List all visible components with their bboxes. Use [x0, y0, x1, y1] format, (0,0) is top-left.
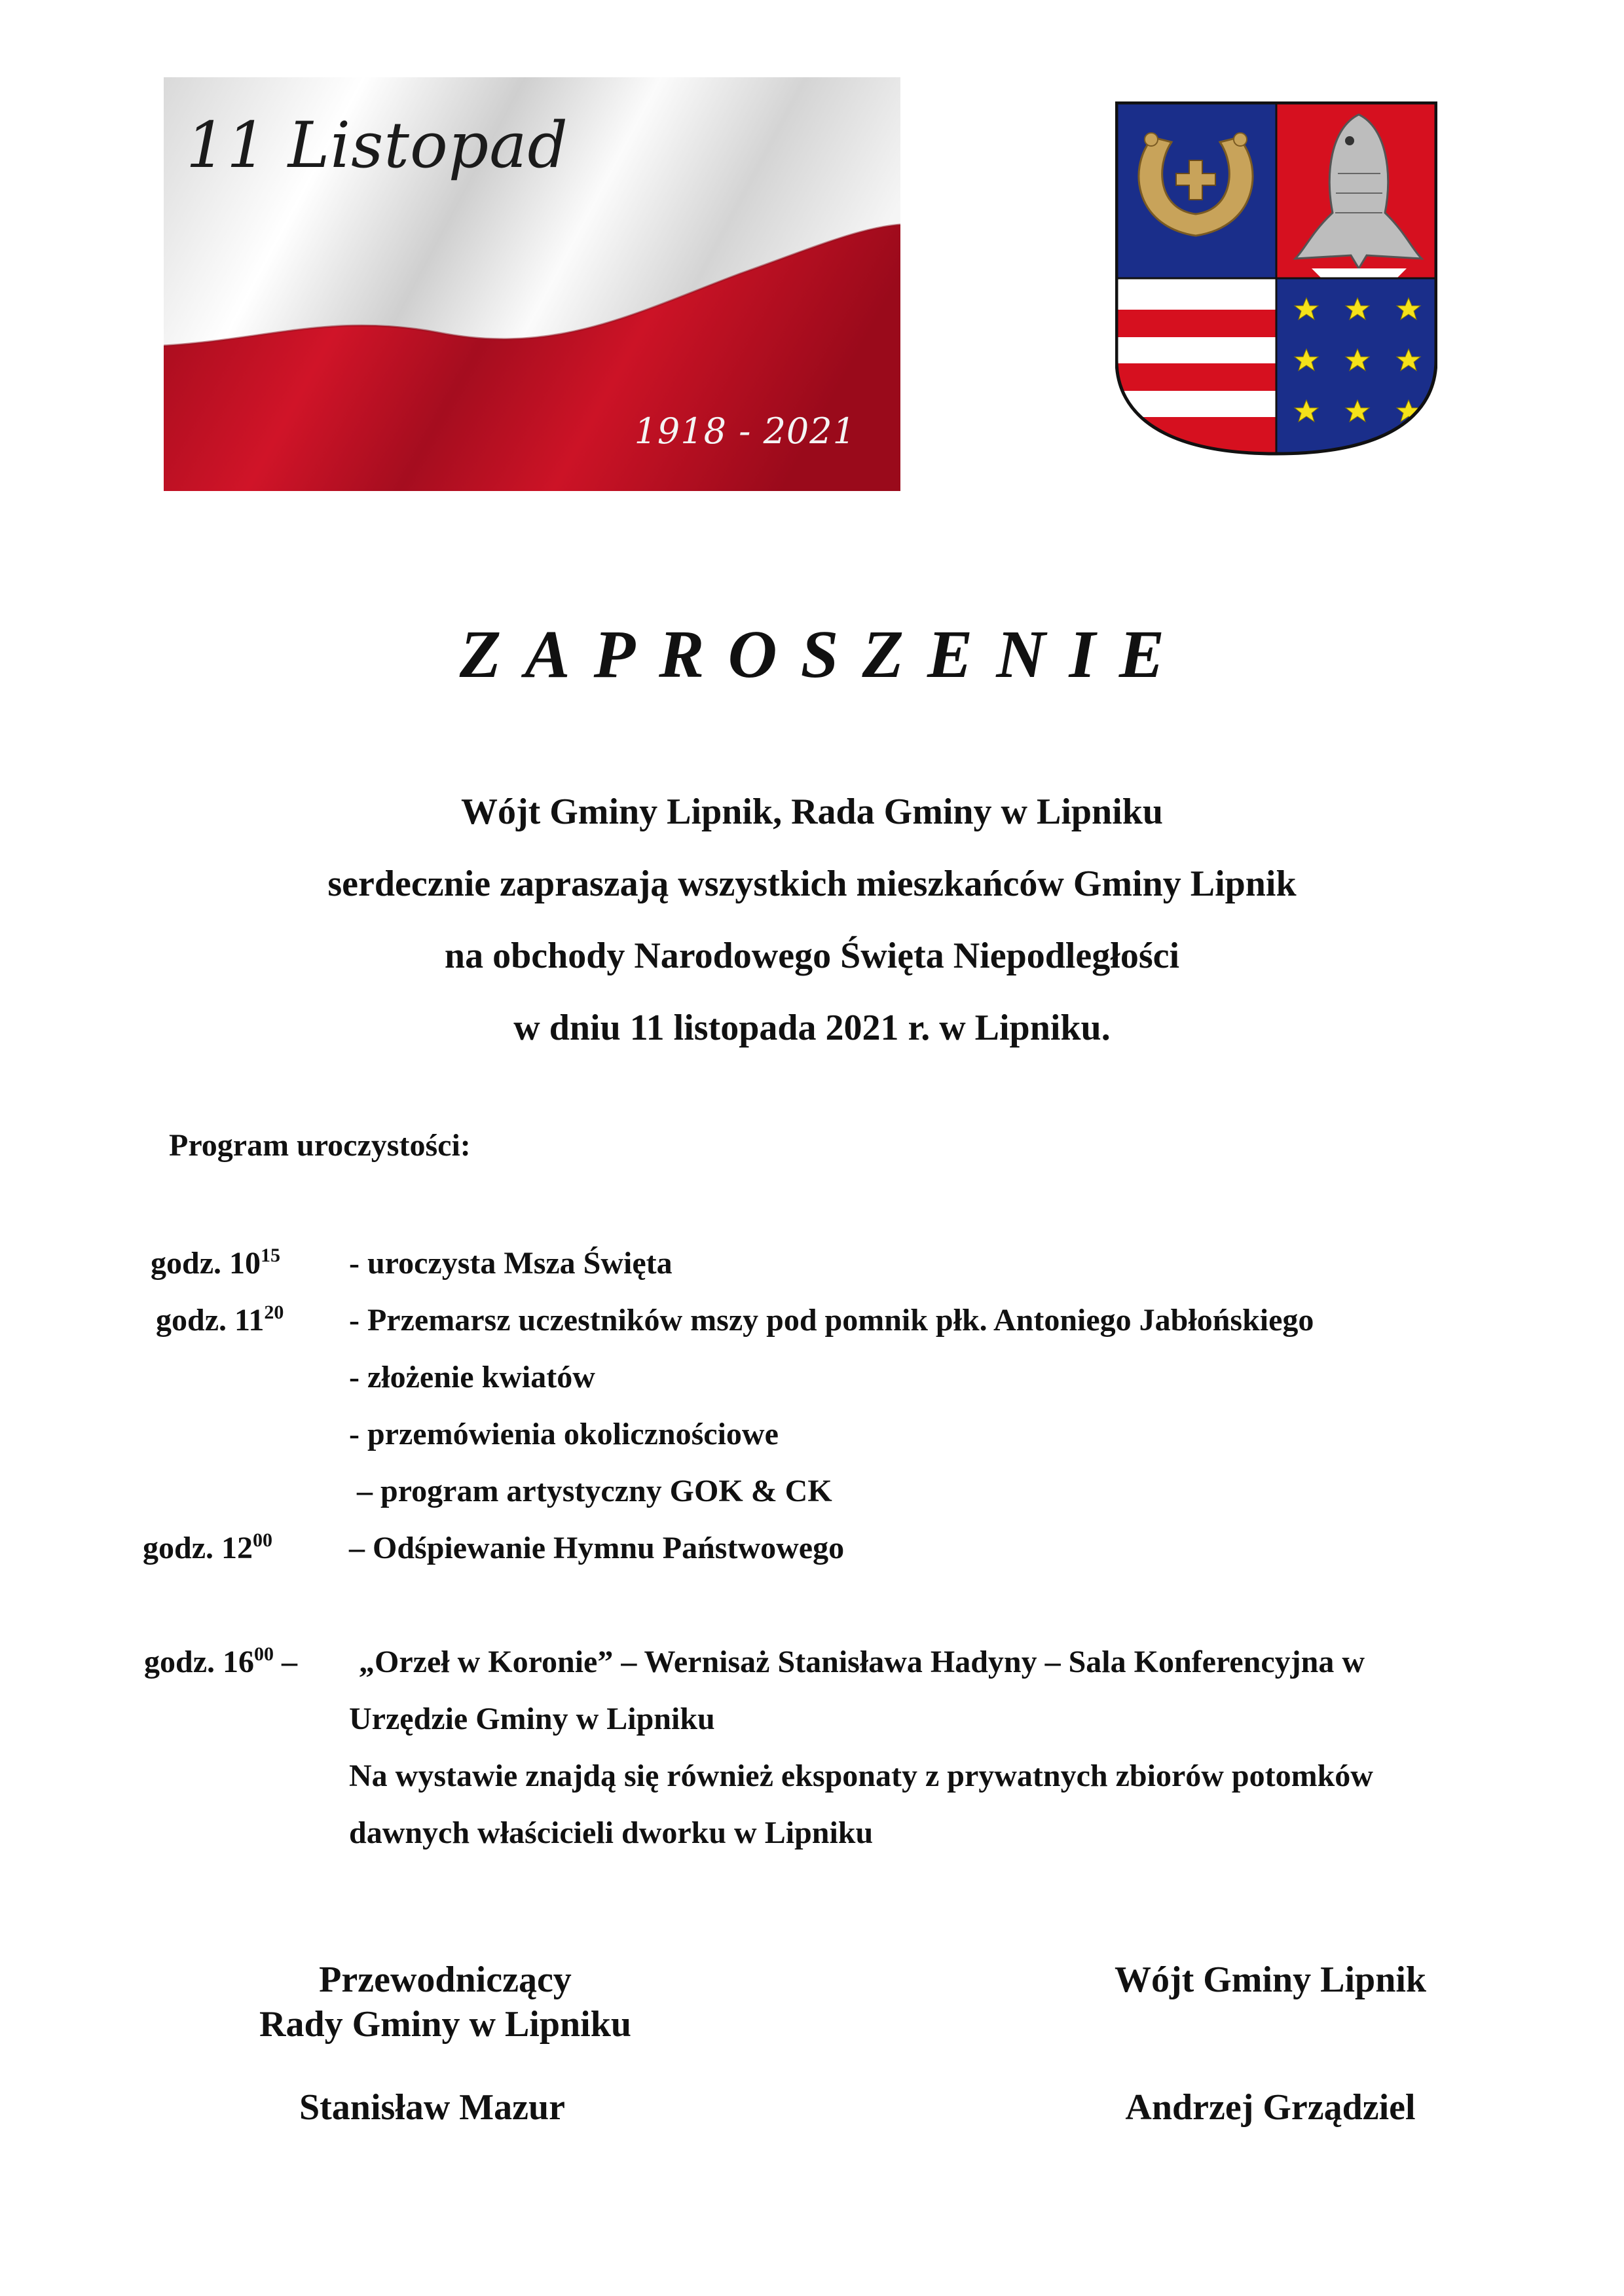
program-item-6: – Odśpiewanie Hymnu Państwowego: [349, 1531, 845, 1565]
time-label: godz. 11: [156, 1303, 265, 1338]
invitation-intro: [0, 776, 1624, 1064]
program-time-3: [143, 1529, 272, 1568]
program-item-2: - Przemarsz uczestników mszy pod pomnik płk. Antoniego Jabłońskiego: [349, 1303, 1314, 1338]
banner-years: 1918 - 2021: [634, 410, 856, 452]
signature-left: [249, 1958, 642, 2047]
time-minutes: 15: [261, 1245, 280, 1266]
time-minutes: 00: [253, 1529, 272, 1551]
page-title: ZAPROSZENIE: [459, 617, 1189, 692]
signature-right-role: Wójt Gminy Lipnik: [1114, 1959, 1427, 2000]
program-item-8: Urzędzie Gminy w Lipniku: [349, 1702, 715, 1736]
signature-left-role-2: Rady Gminy w Lipniku: [259, 2004, 631, 2045]
time-label: godz. 12: [143, 1531, 253, 1565]
flag-banner: [164, 77, 900, 491]
signature-right-name: Andrzej Grządziel: [1125, 2087, 1416, 2128]
program-heading: Program uroczystości:: [169, 1128, 471, 1163]
intro-line-3: na obchody Narodowego Święta Niepodległości: [444, 936, 1180, 976]
intro-line-1: Wójt Gminy Lipnik, Rada Gminy w Lipniku: [460, 792, 1164, 832]
program-time-2: [156, 1301, 284, 1340]
signature-left-name: Stanisław Mazur: [299, 2087, 565, 2128]
program-item-1: - uroczysta Msza Święta: [349, 1246, 673, 1281]
program-item-5: – program artystyczny GOK & CK: [357, 1474, 832, 1508]
program-item-7: „Orzeł w Koronie” – Wernisaż Stanisława Hadyny – Sala Konferencyjna w: [359, 1645, 1365, 1679]
program-item-9: Na wystawie znajdą się również eksponaty z prywatnych zbiorów potomków: [349, 1758, 1373, 1793]
program-time-1: [151, 1244, 280, 1283]
intro-line-4: w dniu 11 listopada 2021 r. w Lipniku.: [513, 1008, 1111, 1048]
program-item-10: dawnych właścicieli dworku w Lipniku: [349, 1815, 874, 1850]
program-item-4: - przemówienia okolicznościowe: [349, 1417, 779, 1451]
time-minutes: 20: [264, 1302, 284, 1323]
program-time-4: [144, 1643, 297, 1682]
time-dash: –: [274, 1645, 297, 1679]
time-minutes: 00: [254, 1643, 274, 1665]
intro-line-2: serdecznie zapraszają wszystkich mieszkańców Gminy Lipnik: [327, 864, 1297, 904]
time-label: godz. 10: [151, 1246, 261, 1281]
banner-title: 11 Listopad: [186, 109, 568, 182]
program-item-3: - złożenie kwiatów: [349, 1360, 595, 1394]
coat-of-arms-icon: [1115, 101, 1437, 458]
time-label: godz. 16: [144, 1645, 254, 1679]
signature-left-role-1: Przewodniczący: [319, 1959, 572, 2000]
